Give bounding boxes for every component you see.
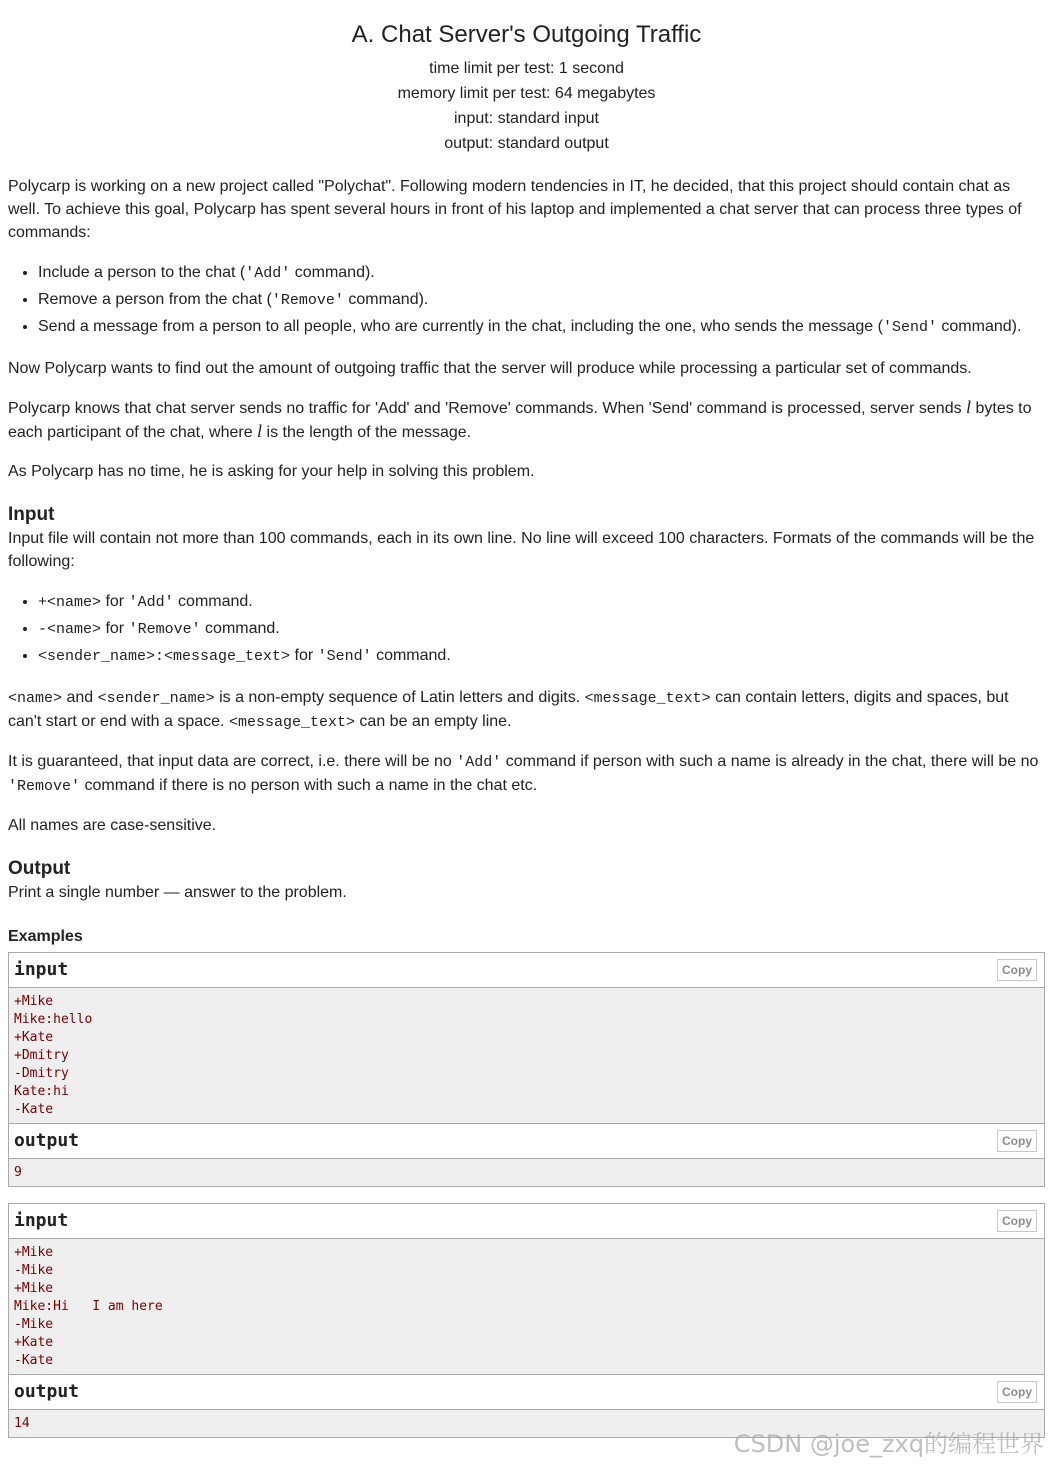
list-item-text: for bbox=[290, 647, 318, 664]
list-item bbox=[38, 589, 1045, 616]
list-item bbox=[38, 314, 1045, 341]
problem-header bbox=[8, 0, 1045, 156]
code-inline: 'Remove' bbox=[271, 292, 344, 309]
example-input-text: +Mike -Mike +Mike Mike:Hi I am here -Mike +Kate -Kate bbox=[9, 1239, 1044, 1374]
code-inline: 'Add' bbox=[128, 594, 174, 611]
csdn-watermark: CSDN @joe_zxq的编程世界 bbox=[733, 1430, 1044, 1458]
code-inline: 'Send' bbox=[317, 648, 372, 665]
list-item-text: command). bbox=[290, 264, 375, 281]
output-specification bbox=[8, 857, 1045, 904]
code-inline: -<name> bbox=[38, 621, 102, 638]
example-input-header bbox=[9, 953, 1044, 988]
paragraph-text: command if person with such a name is already in the chat, there will be no bbox=[501, 753, 1039, 770]
paragraph-text: is the length of the message. bbox=[262, 424, 472, 441]
list-item bbox=[38, 260, 1045, 287]
paragraph-text: can contain letters, digits and spaces, but can't start or end with a space. bbox=[8, 689, 1009, 730]
output-source: output: standard output bbox=[444, 135, 609, 152]
math-variable: l bbox=[966, 397, 972, 417]
statement-paragraph-4: As Polycarp has no time, he is asking for your help in solving this problem. bbox=[8, 463, 535, 480]
list-item-text: for bbox=[101, 593, 129, 610]
example-2 bbox=[8, 1203, 1045, 1438]
list-item bbox=[38, 643, 1045, 670]
list-item-text: Send a message from a person to all people, who are currently in the chat, including the one, who sends the message ( bbox=[38, 318, 883, 335]
problem-limits bbox=[8, 56, 1045, 156]
example-input-text: +Mike Mike:hello +Kate +Dmitry -Dmitry Kate:hi -Kate bbox=[9, 988, 1044, 1123]
code-inline: <message_text> bbox=[228, 714, 355, 731]
copy-button[interactable]: Copy bbox=[997, 1130, 1037, 1152]
code-inline: 'Add' bbox=[456, 754, 502, 771]
list-item bbox=[38, 616, 1045, 643]
list-item-text: command. bbox=[173, 593, 253, 610]
code-inline: 'Remove' bbox=[8, 778, 81, 795]
copy-button[interactable]: Copy bbox=[997, 959, 1037, 981]
input-source: input: standard input bbox=[454, 110, 599, 127]
input-paragraph-4: All names are case-sensitive. bbox=[8, 817, 217, 834]
problem-title: A. Chat Server's Outgoing Traffic bbox=[351, 21, 702, 48]
example-output-label: output bbox=[14, 1130, 80, 1151]
code-inline: 'Send' bbox=[882, 319, 937, 336]
command-types-list bbox=[8, 260, 1045, 341]
list-item-text: Include a person to the chat ( bbox=[38, 264, 246, 281]
input-heading: Input bbox=[8, 504, 55, 525]
output-paragraph-1: Print a single number — answer to the problem. bbox=[8, 884, 347, 901]
list-item-text: for bbox=[101, 620, 129, 637]
list-item bbox=[38, 287, 1045, 314]
paragraph-text: can be an empty line. bbox=[354, 713, 512, 730]
example-output-label: output bbox=[14, 1381, 80, 1402]
paragraph-text: command if there is no person with such a name in the chat etc. bbox=[80, 777, 538, 794]
paragraph-text: bytes to each participant of the chat, where bbox=[8, 400, 1032, 441]
example-input-label: input bbox=[14, 1210, 69, 1231]
code-inline: 'Remove' bbox=[128, 621, 201, 638]
paragraph-text: is a non-empty sequence of Latin letters and digits. bbox=[214, 689, 585, 706]
example-input-label: input bbox=[14, 959, 69, 980]
input-specification bbox=[8, 503, 1045, 837]
list-item-text: command. bbox=[200, 620, 280, 637]
input-paragraph-2 bbox=[8, 686, 1045, 734]
code-inline: <message_text> bbox=[584, 690, 711, 707]
examples-title: Examples bbox=[8, 928, 83, 945]
input-paragraph-1: Input file will contain not more than 100 commands, each in its own line. No line will exceed 100 characters. Formats of the commands will be the following: bbox=[8, 530, 1035, 570]
input-paragraph-3 bbox=[8, 750, 1045, 798]
code-inline: 'Add' bbox=[245, 265, 291, 282]
code-inline: <sender_name> bbox=[97, 690, 215, 707]
math-variable: l bbox=[257, 421, 263, 441]
problem-page bbox=[8, 0, 1045, 1438]
output-heading: Output bbox=[8, 858, 71, 879]
statement-paragraph-3 bbox=[8, 396, 1045, 444]
list-item-text: command). bbox=[343, 291, 429, 308]
example-output-text: 14 bbox=[9, 1410, 1044, 1437]
paragraph-text: Polycarp knows that chat server sends no traffic for 'Add' and 'Remove' commands. When 'Send' command is processed, server sends bbox=[8, 400, 967, 417]
copy-button[interactable]: Copy bbox=[997, 1381, 1037, 1403]
example-input-header bbox=[9, 1204, 1044, 1239]
code-inline: <sender_name>:<message_text> bbox=[38, 648, 291, 665]
copy-button[interactable]: Copy bbox=[997, 1210, 1037, 1232]
memory-limit: memory limit per test: 64 megabytes bbox=[397, 85, 656, 102]
statement-paragraph-1: Polycarp is working on a new project called "Polychat". Following modern tendencies in IT, he decided, that this project should contain chat as well. To achieve this goal, Polycarp has spent several hours in front of his laptop and implemented a chat server that can process three types of commands: bbox=[8, 178, 1022, 241]
time-limit: time limit per test: 1 second bbox=[429, 60, 624, 77]
paragraph-text: and bbox=[62, 689, 98, 706]
example-output-header bbox=[9, 1123, 1044, 1159]
statement-paragraph-2: Now Polycarp wants to find out the amount of outgoing traffic that the server will produce while processing a particular set of commands. bbox=[8, 360, 972, 377]
code-inline: <name> bbox=[8, 690, 63, 707]
examples-section bbox=[8, 926, 1045, 1438]
code-inline: +<name> bbox=[38, 594, 102, 611]
example-1 bbox=[8, 952, 1045, 1187]
command-formats-list bbox=[8, 589, 1045, 670]
problem-statement bbox=[8, 175, 1045, 483]
list-item-text: command). bbox=[936, 318, 1022, 335]
paragraph-text: It is guaranteed, that input data are correct, i.e. there will be no bbox=[8, 753, 457, 770]
example-output-header bbox=[9, 1374, 1044, 1410]
example-output-text: 9 bbox=[9, 1159, 1044, 1186]
list-item-text: command. bbox=[371, 647, 451, 664]
list-item-text: Remove a person from the chat ( bbox=[38, 291, 272, 308]
